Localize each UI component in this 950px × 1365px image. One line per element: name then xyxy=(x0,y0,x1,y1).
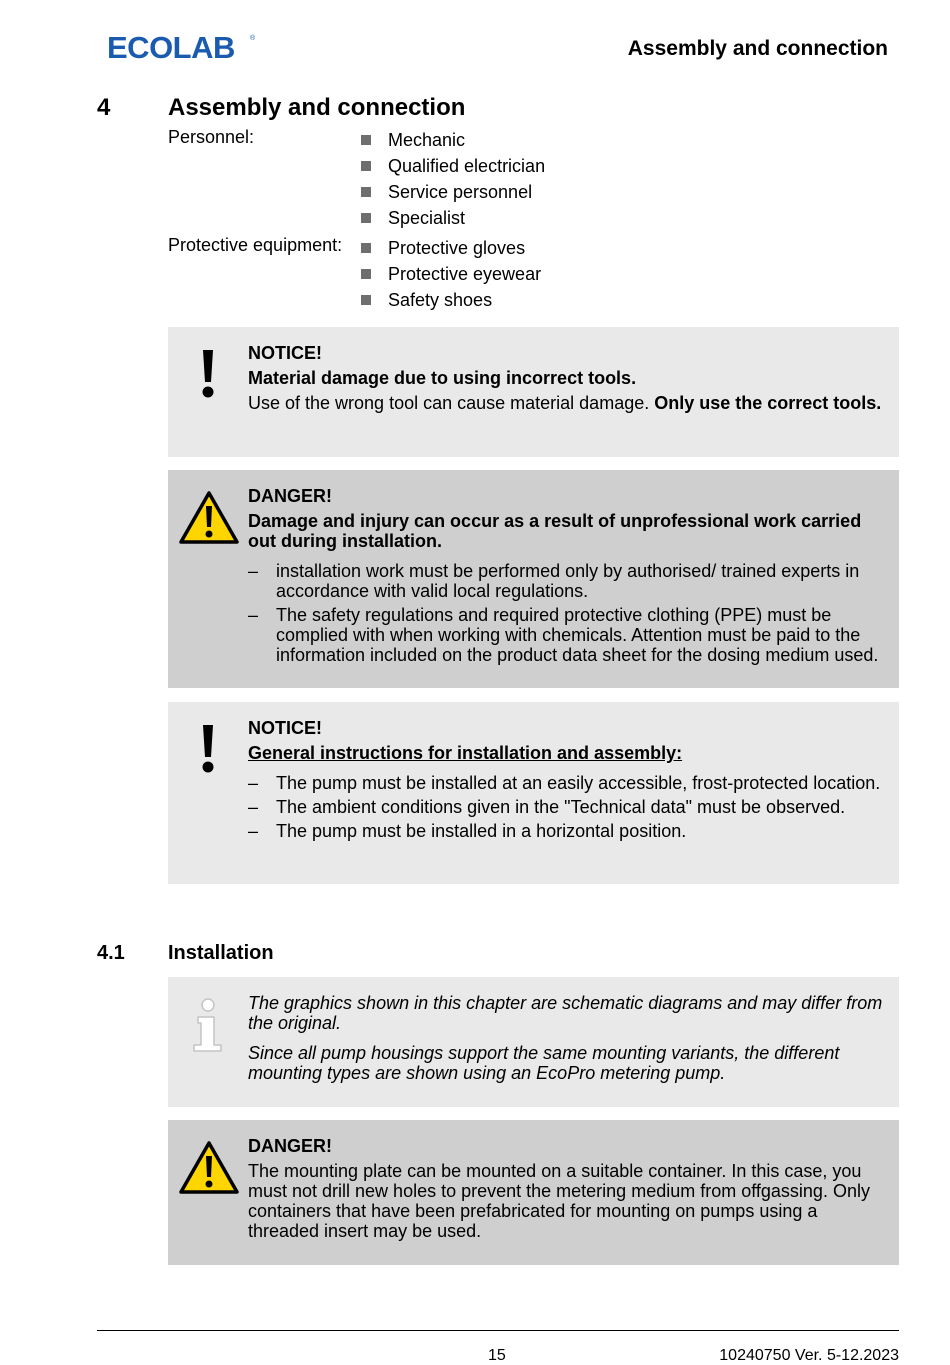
info-box xyxy=(168,977,899,1107)
notice-heading: NOTICE! xyxy=(248,343,322,363)
square-bullet-icon xyxy=(361,295,371,305)
notice-box xyxy=(168,702,899,884)
danger-box xyxy=(168,1120,899,1265)
personnel-label: Personnel: xyxy=(168,127,255,147)
logo-text: ECOLAB xyxy=(107,30,235,62)
exclamation-icon xyxy=(180,347,236,408)
notice-subheading: Material damage due to using incorrect tools. xyxy=(248,368,637,388)
danger-subheading: Damage and injury can occur as a result of unprofessional work carried out during installation. xyxy=(248,511,862,551)
list-item: – The safety regulations and required protective clothing (PPE) must be complied with when working with chemicals. Attention must be paid to the information included on the product data sheet for the dosing medium used. xyxy=(248,605,879,665)
notice-body: Use of the wrong tool can cause material damage. Only use the correct tools. xyxy=(248,393,882,413)
notice-heading: NOTICE! xyxy=(248,718,322,738)
subsection-number: 4.1 xyxy=(97,942,125,964)
footer-divider xyxy=(97,1330,899,1331)
list-item: Protective gloves xyxy=(360,235,541,261)
svg-text:®: ® xyxy=(250,35,256,42)
warning-triangle-icon xyxy=(178,490,240,551)
danger-box xyxy=(168,470,899,688)
section-title: Assembly and connection xyxy=(168,94,466,121)
square-bullet-icon xyxy=(361,243,371,253)
ecolab-logo xyxy=(107,30,257,62)
list-item: – The pump must be installed at an easily accessible, frost-protected location. xyxy=(248,773,881,793)
document-version: 10240750 Ver. 5-12.2023 xyxy=(719,1347,899,1364)
list-item: – The pump must be installed in a horizontal position. xyxy=(248,821,687,841)
square-bullet-icon xyxy=(361,213,371,223)
info-paragraph: The graphics shown in this chapter are schematic diagrams and may differ from the original. xyxy=(248,993,883,1033)
equipment-list xyxy=(360,235,541,313)
info-paragraph: Since all pump housings support the same mounting variants, the different mounting types are shown using an EcoPro metering pump. xyxy=(248,1043,840,1083)
square-bullet-icon xyxy=(361,161,371,171)
list-item: Qualified electrician xyxy=(360,153,545,179)
danger-body: The mounting plate can be mounted on a suitable container. In this case, you must not drill new holes to prevent the metering medium from offgassing. Only containers that have been prefabricated for mounting on pumps using a threaded insert may be used. xyxy=(248,1161,870,1241)
list-item: – installation work must be performed only by authorised/ trained experts in accordance with valid local regulations. xyxy=(248,561,860,601)
section-number: 4 xyxy=(97,94,111,121)
list-item: Service personnel xyxy=(360,179,545,205)
personnel-list xyxy=(360,127,545,231)
square-bullet-icon xyxy=(361,269,371,279)
square-bullet-icon xyxy=(361,187,371,197)
info-icon xyxy=(192,997,228,1058)
list-item: Specialist xyxy=(360,205,545,231)
square-bullet-icon xyxy=(361,135,371,145)
list-item: – The ambient conditions given in the "Technical data" must be observed. xyxy=(248,797,846,817)
danger-heading: DANGER! xyxy=(248,1136,332,1156)
page-number: 15 xyxy=(488,1347,506,1364)
danger-heading: DANGER! xyxy=(248,486,332,506)
list-item: Mechanic xyxy=(360,127,545,153)
list-item: Safety shoes xyxy=(360,287,541,313)
header-title: Assembly and connection xyxy=(627,37,888,60)
equipment-label: Protective equipment: xyxy=(168,235,343,255)
warning-triangle-icon xyxy=(178,1140,240,1201)
exclamation-icon xyxy=(180,722,236,783)
subsection-title: Installation xyxy=(168,942,274,964)
notice-box xyxy=(168,327,899,457)
notice-subheading: General instructions for installation and assembly: xyxy=(248,743,683,763)
list-item: Protective eyewear xyxy=(360,261,541,287)
